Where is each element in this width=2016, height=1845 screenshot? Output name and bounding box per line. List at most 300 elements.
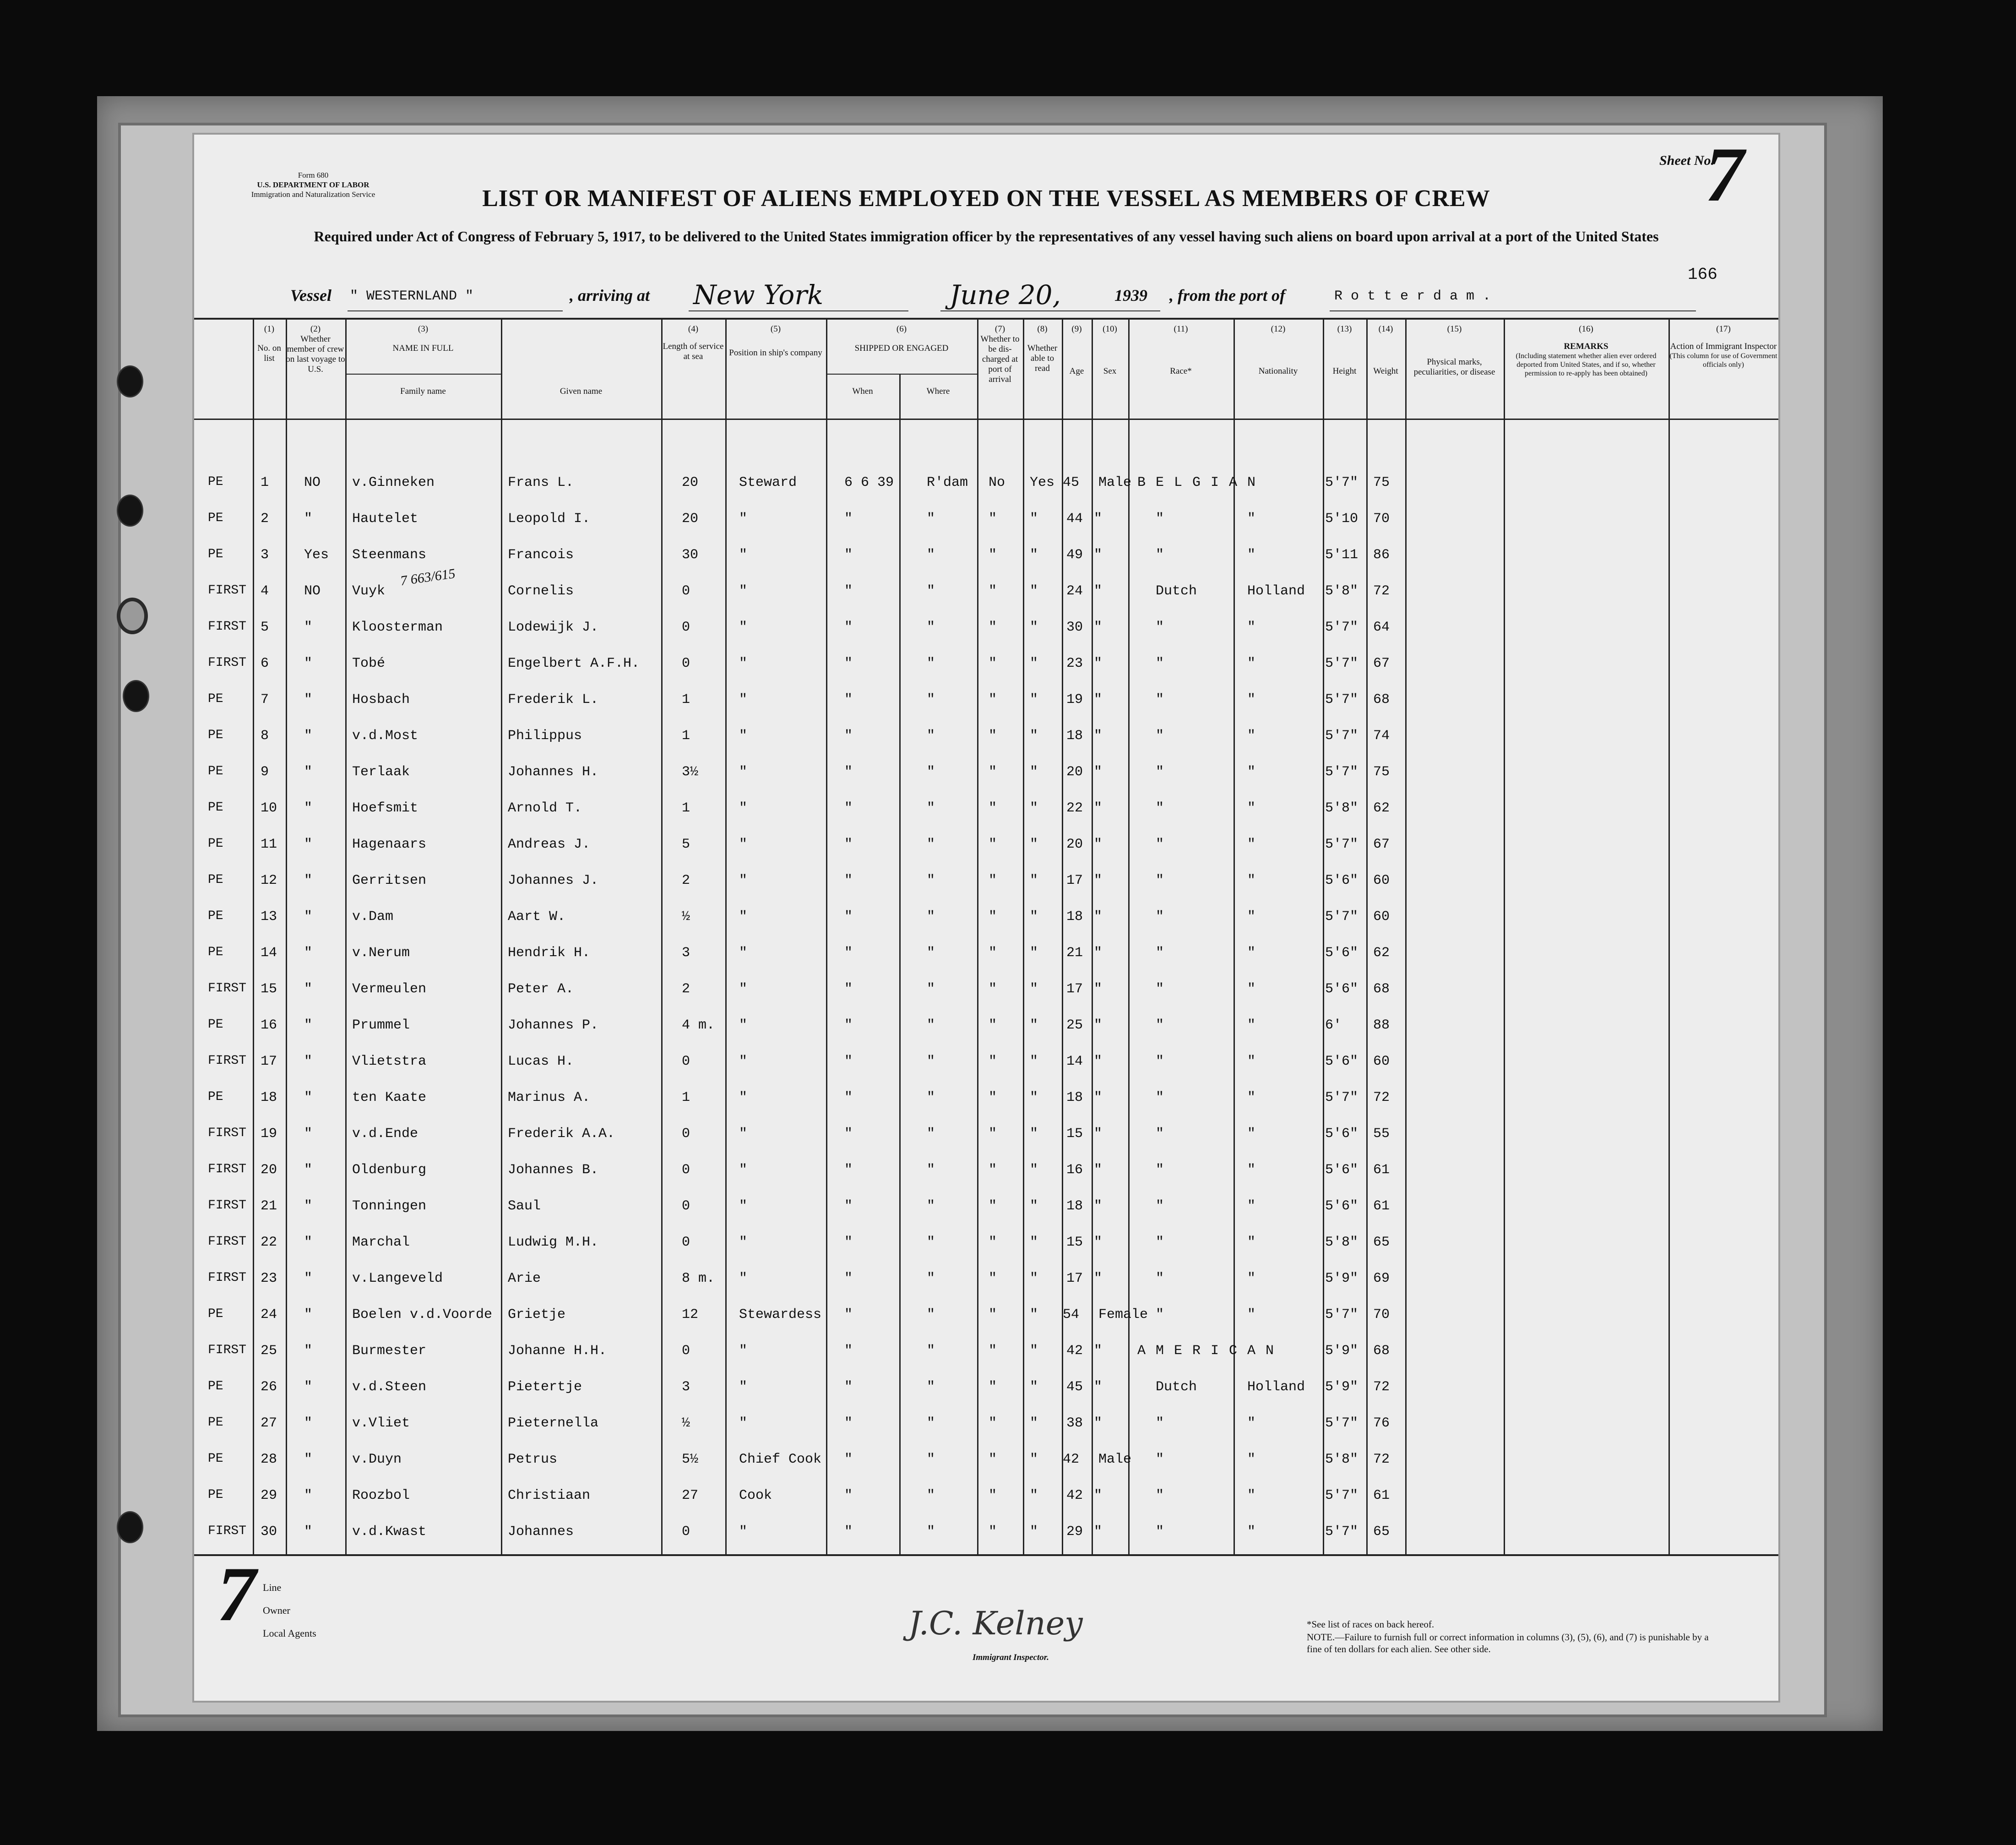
cell-age: 23 [1066,656,1083,671]
cell-given-name: Christiaan [508,1488,591,1503]
header-name-in-full: (3) NAME IN FULL [392,324,454,353]
cell-service-length: 4 m. [682,1018,715,1033]
cell-shipped-where: " [927,1488,935,1503]
cell-row-class: PE [208,475,223,489]
table-rule [194,318,1778,320]
cell-age: 20 [1066,837,1083,852]
cell-position: " [739,945,748,961]
cell-given-name: Hendrik H. [508,945,591,961]
cell-sex: " [1094,800,1103,816]
cell-discharged: " [989,583,997,599]
cell-race: " [1156,1018,1164,1033]
corner-mark: 7 [217,1551,256,1637]
form-number: Form 680 [298,171,329,180]
cell-row-number: 4 [261,583,269,599]
cell-row-class: PE [208,1452,223,1466]
cell-last-voyage: " [304,1343,313,1359]
cell-shipped-where: " [927,1379,935,1395]
cell-row-number: 14 [261,945,277,961]
footer [194,1554,1778,1696]
table-row [194,1335,1778,1372]
cell-last-voyage: " [304,620,313,635]
header-when: When [852,386,873,396]
binder-hole [117,365,143,397]
cell-last-voyage: " [304,1198,313,1214]
underline [348,310,563,311]
underline [940,310,1160,311]
table-row [194,1190,1778,1227]
cell-family-name: v.d.Ende [352,1126,418,1142]
cell-position: " [739,511,748,527]
cell-height: 5'9" [1325,1271,1358,1286]
cell-last-voyage: " [304,1235,313,1250]
cell-weight: 60 [1373,873,1390,888]
cell-able-to-read: " [1030,511,1038,527]
cell-shipped-where: R'dam [927,475,968,490]
cell-age: 17 [1066,981,1083,997]
cell-discharged: " [989,547,997,563]
table-row [194,1226,1778,1263]
cell-given-name: Francois [508,547,574,563]
cell-service-length: 0 [682,1198,690,1214]
cell-given-name: Johannes H. [508,764,599,780]
cell-nationality: " [1247,620,1256,635]
cell-race: " [1156,909,1164,925]
cell-height: 5'6" [1325,945,1358,961]
cell-service-length: 2 [682,873,690,888]
cell-family-name: Roozbol [352,1488,410,1503]
cell-service-length: 30 [682,547,699,563]
header-age: (9) Age [1069,324,1084,376]
cell-position: " [739,1524,748,1540]
cell-sex: " [1094,1162,1103,1178]
cell-discharged: " [989,1343,997,1359]
cell-race: " [1156,873,1164,888]
cell-race: " [1156,1452,1164,1467]
cell-sex: Female [1098,1307,1148,1323]
cell-last-voyage: " [304,909,313,925]
cell-shipped-where: " [927,728,935,744]
table-row [194,828,1778,865]
cell-race: B E L G I A N [1137,475,1257,490]
cell-nationality: " [1247,1018,1256,1033]
cell-sex: " [1094,728,1103,744]
header-family-name: Family name [400,386,446,396]
cell-given-name: Peter A. [508,981,574,997]
cell-sex: " [1094,1415,1103,1431]
cell-nationality: " [1247,1235,1256,1250]
cell-family-name: v.Vliet [352,1415,410,1431]
cell-service-length: 3½ [682,764,699,780]
cell-shipped-where: " [927,1415,935,1431]
cell-shipped-where: " [927,620,935,635]
penalty-note: NOTE.—Failure to furnish full or correct information in columns (3), (5), (6), and (7) is punishable by a fine of ten dollars for each alien. See other side. [1307,1632,1709,1655]
table-row [194,1516,1778,1552]
underline [689,310,908,311]
table-rule [194,419,1778,420]
cell-race: " [1156,1090,1164,1105]
cell-age: 38 [1066,1415,1083,1431]
cell-row-class: PE [208,800,223,815]
cell-weight: 62 [1373,945,1390,961]
cell-nationality: " [1247,945,1256,961]
cell-weight: 65 [1373,1524,1390,1540]
sheet-label: Sheet No. [1659,153,1714,168]
cell-row-class: PE [208,1415,223,1430]
inspector-signature: J.C. Kelney [908,1605,1083,1642]
cell-able-to-read: " [1030,1054,1038,1069]
cell-height: 5'6" [1325,1054,1358,1069]
cell-row-class: PE [208,547,223,561]
cell-nationality: " [1247,1415,1256,1431]
manifest-page [192,133,1780,1703]
cell-height: 5'7" [1325,1524,1358,1540]
cell-shipped-when: " [844,1198,853,1214]
cell-discharged: " [989,981,997,997]
cell-row-class: PE [208,1488,223,1502]
cell-row-class: PE [208,692,223,706]
cell-height: 5'6" [1325,1198,1358,1214]
cell-nationality: " [1247,764,1256,780]
cell-service-length: 3 [682,1379,690,1395]
cell-last-voyage: " [304,1415,313,1431]
cell-sex: " [1094,1018,1103,1033]
cell-family-name: Steenmans [352,547,427,563]
cell-weight: 55 [1373,1126,1390,1142]
cell-row-number: 21 [261,1198,277,1214]
cell-able-to-read: " [1030,1018,1038,1033]
cell-able-to-read: " [1030,764,1038,780]
cell-discharged: " [989,656,997,671]
cell-given-name: Pietertje [508,1379,582,1395]
cell-able-to-read: " [1030,1198,1038,1214]
cell-weight: 70 [1373,511,1390,527]
cell-discharged: No [989,475,1005,490]
cell-row-number: 22 [261,1235,277,1250]
cell-nationality: " [1247,728,1256,744]
table-row [194,1045,1778,1082]
cell-family-name: Prummel [352,1018,410,1033]
cell-shipped-where: " [927,1343,935,1359]
cell-discharged: " [989,692,997,708]
underline [1330,310,1696,311]
cell-given-name: Cornelis [508,583,574,599]
cell-row-number: 18 [261,1090,277,1105]
cell-position: Stewardess [739,1307,822,1323]
cell-race: " [1156,1307,1164,1323]
cell-given-name: Pieternella [508,1415,599,1431]
cell-shipped-where: " [927,764,935,780]
cell-service-length: 0 [682,583,690,599]
cell-shipped-when: " [844,837,853,852]
cell-able-to-read: " [1030,945,1038,961]
cell-shipped-when: " [844,656,853,671]
header-able-to-read: (8) Whether able to read [1027,324,1058,373]
cell-weight: 67 [1373,837,1390,852]
local-agents-label: Local Agents [263,1627,316,1639]
cell-discharged: " [989,1054,997,1069]
cell-row-class: FIRST [208,620,247,634]
cell-discharged: " [989,1162,997,1178]
cell-row-class: FIRST [208,656,247,670]
cell-position: " [739,692,748,708]
cell-race: " [1156,837,1164,852]
cell-shipped-when: " [844,511,853,527]
cell-height: 5'7" [1325,837,1358,852]
table-rule [345,374,501,375]
cell-weight: 76 [1373,1415,1390,1431]
table-row [194,1371,1778,1408]
cell-last-voyage: " [304,1524,313,1540]
cell-weight: 72 [1373,583,1390,599]
cell-row-number: 16 [261,1018,277,1033]
header-shipped-engaged: (6) SHIPPED OR ENGAGED [854,324,949,353]
cell-discharged: " [989,1198,997,1214]
cell-service-length: 0 [682,1126,690,1142]
cell-able-to-read: " [1030,1271,1038,1286]
page-subtitle: Required under Act of Congress of February 5, 1917, to be delivered to the United States immigration officer by the representatives of any vessel having such aliens on board upon arrival at a port of the United States [314,228,1659,245]
cell-row-class: FIRST [208,1524,247,1538]
cell-height: 5'7" [1325,656,1358,671]
cell-row-class: FIRST [208,1235,247,1249]
cell-last-voyage: " [304,1452,313,1467]
table-row [194,937,1778,974]
vessel-name: " WESTERNLAND " [350,288,474,304]
cell-service-length: 0 [682,1235,690,1250]
cell-last-voyage: " [304,945,313,961]
cell-family-name: Terlaak [352,764,410,780]
header-no-on-list: (1) No. on list [257,324,281,363]
cell-service-length: 0 [682,1343,690,1359]
cell-able-to-read: Yes [1030,475,1055,490]
cell-shipped-where: " [927,1090,935,1105]
cell-weight: 75 [1373,764,1390,780]
cell-family-name: Marchal [352,1235,410,1250]
cell-last-voyage: " [304,1271,313,1286]
cell-shipped-when: " [844,728,853,744]
cell-given-name: Lucas H. [508,1054,574,1069]
cell-service-length: 12 [682,1307,699,1323]
cell-discharged: " [989,1126,997,1142]
from-label: , from the port of [1169,286,1286,305]
cell-weight: 74 [1373,728,1390,744]
cell-given-name: Saul [508,1198,541,1214]
cell-nationality: " [1247,1126,1256,1142]
cell-able-to-read: " [1030,800,1038,816]
cell-row-class: PE [208,909,223,923]
cell-race: " [1156,1054,1164,1069]
table-row [194,1299,1778,1335]
cell-family-name: v.Duyn [352,1452,402,1467]
cell-nationality: " [1247,656,1256,671]
cell-nationality: " [1247,1524,1256,1540]
cell-row-number: 1 [261,475,269,490]
cell-discharged: " [989,1090,997,1105]
cell-shipped-where: " [927,583,935,599]
cell-shipped-when: " [844,1126,853,1142]
cell-last-voyage: " [304,837,313,852]
cell-last-voyage: NO [304,583,321,599]
cell-able-to-read: " [1030,583,1038,599]
cell-age: 25 [1066,1018,1083,1033]
cell-weight: 60 [1373,909,1390,925]
cell-age: 16 [1066,1162,1083,1178]
cell-service-length: 1 [682,800,690,816]
cell-shipped-where: " [927,1271,935,1286]
cell-able-to-read: " [1030,1162,1038,1178]
cell-height: 5'7" [1325,475,1358,490]
cell-last-voyage: " [304,1162,313,1178]
inspector-label: Immigrant Inspector. [973,1653,1049,1662]
binder-hole [117,495,143,527]
cell-weight: 86 [1373,547,1390,563]
cell-race: " [1156,1524,1164,1540]
header-sex: (10) Sex [1103,324,1117,376]
cell-service-length: 3 [682,945,690,961]
cell-sex: " [1094,583,1103,599]
cell-age: 49 [1066,547,1083,563]
cell-weight: 68 [1373,1343,1390,1359]
cell-able-to-read: " [1030,1415,1038,1431]
cell-shipped-where: " [927,800,935,816]
cell-position: " [739,583,748,599]
cell-service-length: 8 m. [682,1271,715,1286]
cell-given-name: Johannes J. [508,873,599,888]
cell-race: " [1156,1415,1164,1431]
cell-age: 17 [1066,1271,1083,1286]
cell-position: " [739,764,748,780]
cell-family-name: Vermeulen [352,981,427,997]
vessel-line [290,279,1710,311]
margin-note: 7 663/615 [399,566,456,589]
cell-able-to-read: " [1030,1379,1038,1395]
cell-service-length: 20 [682,511,699,527]
table-row [194,1480,1778,1516]
cell-age: 45 [1066,1379,1083,1395]
cell-row-number: 11 [261,837,277,852]
cell-able-to-read: " [1030,1126,1038,1142]
cell-able-to-read: " [1030,909,1038,925]
cell-row-number: 27 [261,1415,277,1431]
cell-row-number: 3 [261,547,269,563]
cell-row-class: PE [208,873,223,887]
header-height: (13) Height [1332,324,1357,376]
cell-position: " [739,909,748,925]
cell-shipped-where: " [927,511,935,527]
cell-race: " [1156,547,1164,563]
cell-last-voyage: " [304,1054,313,1069]
table-row [194,467,1778,503]
cell-able-to-read: " [1030,1343,1038,1359]
cell-able-to-read: " [1030,1452,1038,1467]
cell-shipped-when: 6 6 39 [844,475,894,490]
cell-age: 17 [1066,873,1083,888]
cell-shipped-where: " [927,1524,935,1540]
cell-service-length: 1 [682,692,690,708]
cell-sex: " [1094,656,1103,671]
cell-height: 5'8" [1325,583,1358,599]
cell-shipped-when: " [844,1452,853,1467]
header-inspector-action: (17) Action of Immigrant Inspector (This column for use of Government officials only) [1669,324,1777,369]
cell-shipped-when: " [844,800,853,816]
cell-height: 5'8" [1325,1452,1358,1467]
cell-age: 15 [1066,1126,1083,1142]
service-name: Immigration and Naturalization Service [251,190,375,199]
cell-position: " [739,1235,748,1250]
cell-given-name: Arie [508,1271,541,1286]
cell-last-voyage: Yes [304,547,329,563]
cell-age: 42 [1066,1488,1083,1503]
cell-shipped-when: " [844,1054,853,1069]
cell-age: 14 [1066,1054,1083,1069]
cell-row-class: PE [208,511,223,525]
cell-row-class: PE [208,837,223,851]
cell-given-name: Johannes P. [508,1018,599,1033]
cell-weight: 64 [1373,620,1390,635]
cell-weight: 75 [1373,475,1390,490]
cell-shipped-where: " [927,1162,935,1178]
table-row [194,1118,1778,1154]
cell-discharged: " [989,909,997,925]
cell-height: 5'9" [1325,1379,1358,1395]
cell-discharged: " [989,1415,997,1431]
cell-row-number: 17 [261,1054,277,1069]
cell-height: 5'7" [1325,728,1358,744]
cell-row-class: PE [208,764,223,778]
cell-last-voyage: " [304,511,313,527]
cell-row-class: FIRST [208,583,247,598]
cell-nationality: " [1247,1162,1256,1178]
cell-service-length: ½ [682,909,690,925]
cell-given-name: Petrus [508,1452,558,1467]
cell-family-name: Boelen v.d.Voorde [352,1307,493,1323]
cell-sex: " [1094,909,1103,925]
cell-given-name: Johannes B. [508,1162,599,1178]
cell-last-voyage: " [304,728,313,744]
cell-shipped-where: " [927,547,935,563]
cell-shipped-when: " [844,1343,853,1359]
cell-race: " [1156,511,1164,527]
cell-position: " [739,620,748,635]
cell-shipped-when: " [844,909,853,925]
cell-nationality: " [1247,511,1256,527]
cell-shipped-where: " [927,1126,935,1142]
cell-able-to-read: " [1030,1488,1038,1503]
table-row [194,684,1778,720]
cell-shipped-when: " [844,1162,853,1178]
cell-service-length: 5½ [682,1452,699,1467]
cell-position: " [739,656,748,671]
cell-sex: " [1094,764,1103,780]
header-given-name: Given name [560,386,603,396]
binder-hole [117,598,148,634]
cell-row-number: 2 [261,511,269,527]
cell-shipped-when: " [844,1307,853,1323]
cell-shipped-where: " [927,1235,935,1250]
cell-height: 5'7" [1325,1415,1358,1431]
cell-sex: " [1094,1524,1103,1540]
cell-discharged: " [989,1452,997,1467]
cell-position: " [739,981,748,997]
table-row [194,1082,1778,1118]
cell-row-number: 5 [261,620,269,635]
header-physical-marks: (15) Physical marks, peculiarities, or disease [1413,324,1495,377]
cell-age: 45 [1063,475,1080,490]
cell-service-length: 0 [682,1524,690,1540]
cell-age: 42 [1066,1343,1083,1359]
cell-nationality: " [1247,981,1256,997]
cell-weight: 65 [1373,1235,1390,1250]
